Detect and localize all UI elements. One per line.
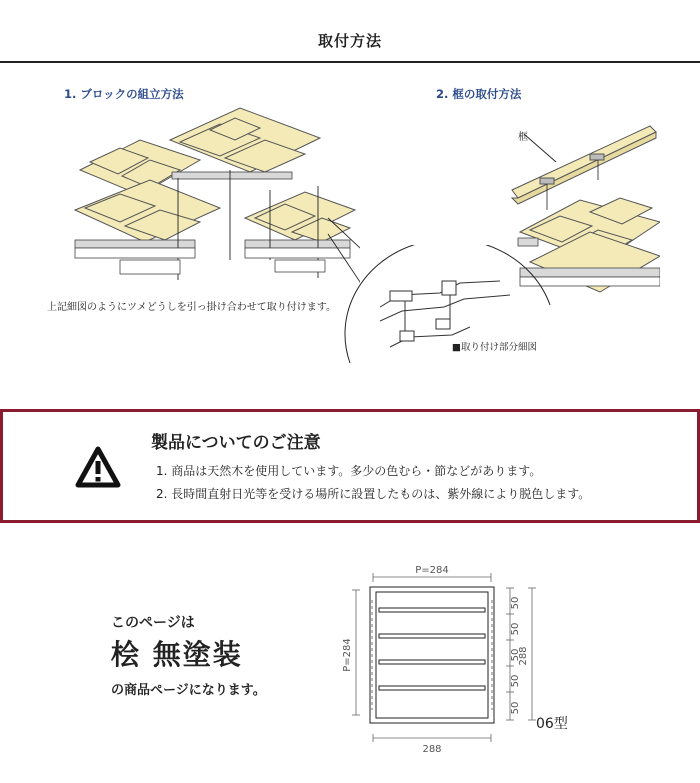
dim-segment-1: 50 [510, 596, 521, 610]
dim-bottom-label: 288 [422, 744, 442, 755]
block-assembly-illustration [60, 100, 360, 300]
model-label: 06型 [536, 716, 568, 732]
page-title: 取付方法 [317, 32, 382, 50]
dim-left-label: P=284 [342, 638, 353, 672]
frame-label: 框 [518, 132, 528, 143]
warning-line-2: 2. 長時間直射日光等を受ける場所に設置したものは、紫外線により脱色します。 [156, 487, 591, 501]
dim-segment-4: 50 [510, 674, 521, 688]
warning-title: 製品についてのご注意 [151, 433, 321, 453]
notice-line-1: このページは [111, 615, 195, 631]
detail-caption: ■取り付け部分細図 [452, 342, 537, 353]
dim-right-total: 288 [518, 646, 529, 666]
product-name: 桧 無塗装 [111, 638, 243, 671]
dim-segment-5: 50 [510, 701, 521, 715]
notice-line-3: の商品ページになります。 [111, 683, 266, 698]
dim-segment-2: 50 [510, 622, 521, 636]
warning-triangle-icon [74, 445, 122, 489]
warning-line-1: 1. 商品は天然木を使用しています。多少の色むら・節などがあります。 [156, 464, 542, 478]
dim-top-label: P=284 [415, 565, 449, 576]
assembly-caption: 上記細図のようにツメどうしを引っ掛け合わせて取り付けます。 [47, 302, 336, 313]
dim-segment-3: 50 [510, 648, 521, 662]
title-divider [0, 61, 700, 63]
assembly-heading: 1. ブロックの組立方法 [64, 87, 184, 101]
frame-heading: 2. 框の取付方法 [436, 87, 522, 101]
dimension-drawing [336, 560, 596, 775]
